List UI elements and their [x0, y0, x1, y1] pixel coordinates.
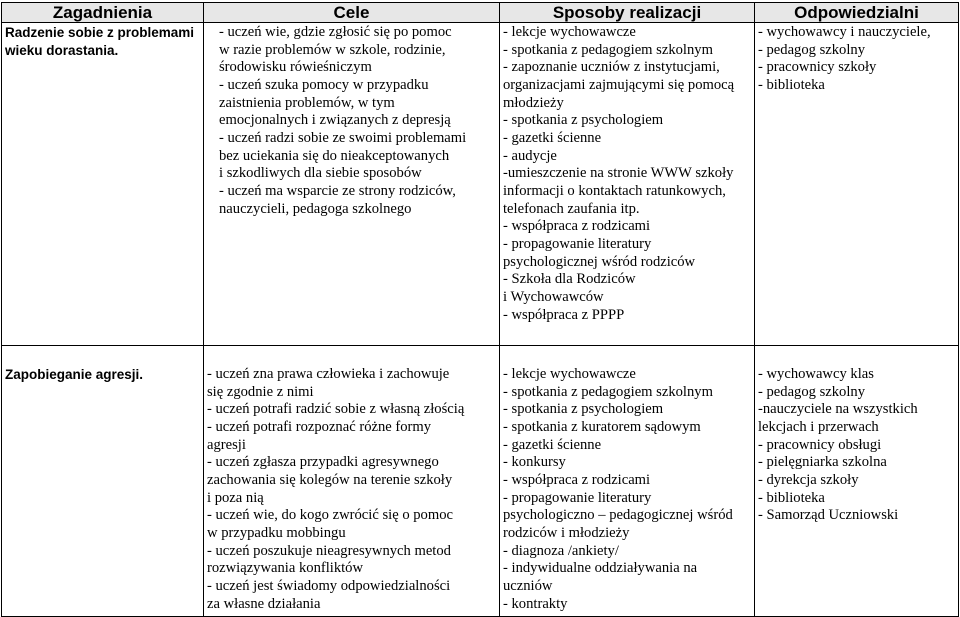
goal-line: - uczeń zna prawa człowieka i zachowuje — [207, 366, 450, 382]
method-line: - współpraca z rodzicami — [503, 471, 651, 488]
header-methods: Sposoby realizacji — [500, 3, 755, 23]
goal-line: w razie problemów w szkole, rodzinie, — [219, 41, 446, 58]
method-line: - spotkania z pedagogiem szkolnym — [503, 41, 713, 58]
responsible-line: - biblioteka — [758, 489, 825, 506]
goal-line: i poza nią — [207, 489, 264, 506]
responsible-line: - pedagog szkolny — [758, 41, 865, 58]
goal-line: środowisku rówieśniczym — [219, 59, 372, 76]
goal-line: bez uciekania się do nieakceptowanych — [219, 147, 450, 164]
responsible-line: - pielęgniarka szkolna — [758, 454, 887, 471]
method-line: młodzieży — [503, 94, 564, 111]
method-line: telefonach zaufania itp. — [503, 200, 640, 217]
header-goals: Cele — [204, 3, 500, 23]
method-line: -umieszczenie na stronie WWW szkoły — [503, 165, 734, 182]
methods-cell — [500, 346, 755, 617]
method-line: informacji o kontaktach ratunkowych, — [503, 182, 726, 199]
responsible-line: -nauczyciele na wszystkich — [758, 401, 918, 418]
topic-line: Radzenie sobie z problemami — [5, 25, 195, 40]
goal-line: - uczeń potrafi radzić sobie z własną złością — [207, 401, 465, 418]
header-topics: Zagadnienia — [2, 3, 204, 23]
goal-line: emocjonalnych i związanych z depresją — [219, 112, 451, 129]
responsible-line: lekcjach i przerwach — [758, 418, 879, 435]
goal-line: - uczeń radzi sobie ze swoimi problemami — [219, 129, 467, 146]
goal-line: zaistnienia problemów, w tym — [219, 94, 395, 111]
topic-line: Zapobieganie agresji. — [5, 367, 144, 382]
goal-line: i szkodliwych dla siebie sposobów — [219, 165, 422, 182]
topic-cell — [2, 23, 204, 346]
goal-line: - uczeń wie, do kogo zwrócić się o pomoc — [207, 507, 453, 524]
responsible-line: - wychowawcy klas — [758, 366, 874, 382]
method-line: psychologicznej wśród rodziców — [503, 253, 696, 270]
method-line: - lekcje wychowawcze — [503, 24, 636, 40]
goal-line: - uczeń wie, gdzie zgłosić się po pomoc — [219, 24, 452, 40]
method-line: - propagowanie literatury — [503, 235, 652, 252]
goals-cell — [204, 346, 500, 617]
method-line: - konkursy — [503, 454, 566, 471]
method-line: - lekcje wychowawcze — [503, 366, 636, 382]
topic-cell — [2, 346, 204, 617]
responsible-line: - pedagog szkolny — [758, 383, 865, 400]
responsible-line: - Samorząd Uczniowski — [758, 507, 899, 524]
goal-line: agresji — [207, 436, 246, 453]
method-line: - diagnoza /ankiety/ — [503, 542, 619, 559]
method-line: - gazetki ścienne — [503, 129, 602, 146]
topic-line: wieku dorastania. — [5, 42, 119, 58]
goal-line: - uczeń ma wsparcie ze strony rodziców, — [219, 182, 456, 199]
method-line: - audycje — [503, 147, 557, 164]
goals-cell — [204, 23, 500, 346]
method-line: i Wychowawców — [503, 288, 604, 305]
responsible-cell — [755, 23, 959, 346]
table-row — [2, 346, 959, 617]
goal-line: - uczeń potrafi rozpoznać różne formy — [207, 418, 432, 435]
method-line: - indywidualne oddziaływania na — [503, 560, 698, 577]
method-line: psychologiczno – pedagogicznej wśród — [503, 507, 733, 524]
goal-line: zachowania się kolegów na terenie szkoły — [207, 471, 453, 488]
goal-line: - uczeń poszukuje nieagresywnych metod — [207, 542, 451, 559]
method-line: - współpraca z PPPP — [503, 306, 625, 323]
method-line: - Szkoła dla Rodziców — [503, 271, 636, 288]
goal-line: - uczeń szuka pomocy w przypadku — [219, 76, 429, 93]
method-line: - propagowanie literatury — [503, 489, 652, 506]
responsible-line: - dyrekcja szkoły — [758, 471, 859, 488]
method-line: - spotkania z pedagogiem szkolnym — [503, 383, 713, 400]
table-row — [2, 23, 959, 346]
method-line: - zapoznanie uczniów z instytucjami, — [503, 59, 720, 76]
method-line: - gazetki ścienne — [503, 436, 602, 453]
methods-cell — [500, 23, 755, 346]
responsible-line: - wychowawcy i nauczyciele, — [758, 24, 931, 40]
responsible-line: - biblioteka — [758, 76, 825, 93]
header-row — [2, 3, 959, 23]
responsible-line: - pracownicy szkoły — [758, 59, 877, 76]
method-line: - spotkania z psychologiem — [503, 112, 664, 129]
goal-line: za własne działania — [207, 595, 321, 612]
method-line: organizacjami zajmującymi się pomocą — [503, 76, 735, 93]
method-line: - spotkania z kuratorem sądowym — [503, 418, 701, 435]
method-line: - spotkania z psychologiem — [503, 401, 664, 418]
goal-line: - uczeń jest świadomy odpowiedzialności — [207, 577, 451, 594]
goal-line: rozwiązywania konfliktów — [207, 560, 364, 577]
method-line: uczniów — [503, 577, 553, 594]
method-line: - współpraca z rodzicami — [503, 218, 651, 235]
responsible-line: - pracownicy obsługi — [758, 436, 882, 453]
plan-table — [1, 2, 959, 617]
method-line: rodziców i młodzieży — [503, 524, 630, 541]
method-line: - kontrakty — [503, 595, 568, 612]
goal-line: w przypadku mobbingu — [207, 524, 346, 541]
goal-line: - uczeń zgłasza przypadki agresywnego — [207, 454, 439, 471]
goal-line: nauczycieli, pedagoga szkolnego — [219, 200, 412, 217]
responsible-cell — [755, 346, 959, 617]
header-responsible: Odpowiedzialni — [755, 3, 959, 23]
goal-line: się zgodnie z nimi — [207, 383, 314, 400]
